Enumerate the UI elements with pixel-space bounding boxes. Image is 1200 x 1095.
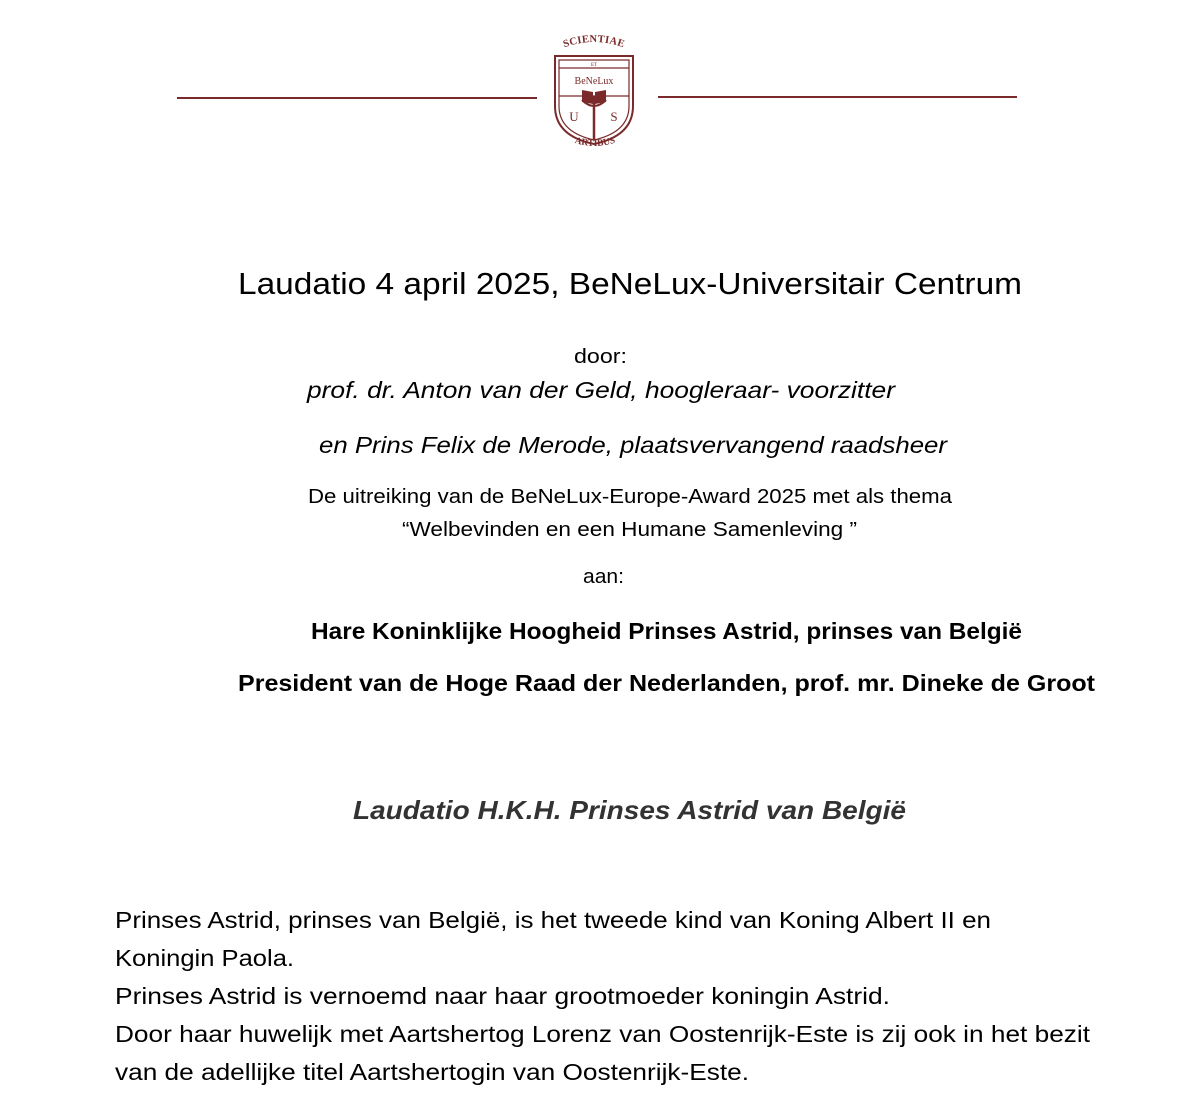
header-rule-right bbox=[658, 96, 1017, 98]
section-heading: Laudatio H.K.H. Prinses Astrid van België bbox=[353, 795, 906, 825]
crest-right-letter: S bbox=[610, 109, 618, 124]
crest-left-letter: U bbox=[569, 109, 579, 124]
author-line-2: en Prins Felix de Merode, plaatsvervangend raadsheer bbox=[319, 432, 947, 458]
crest-middle-text: ET bbox=[590, 63, 598, 68]
body-line: Door haar huwelijk met Aartshertog Lorenz van Oostenrijk-Este is zij ook in het bezit bbox=[115, 1021, 1090, 1047]
recipient-line-1: Hare Koninklijke Hoogheid Prinses Astrid, prinses van België bbox=[311, 618, 1022, 644]
by-label: door: bbox=[574, 346, 627, 368]
crest-top-text: SCIENTIAE bbox=[561, 33, 627, 51]
award-line: De uitreiking van de BeNeLux-Europe-Award 2025 met als thema bbox=[308, 486, 952, 508]
body-line: Prinses Astrid, prinses van België, is het tweede kind van Koning Albert II en bbox=[115, 907, 992, 933]
author-line-1: prof. dr. Anton van der Geld, hoogleraar- voorzitter bbox=[307, 377, 895, 403]
to-label: aan: bbox=[583, 566, 624, 588]
body-line: Koningin Paola. bbox=[115, 945, 294, 971]
crest-name-text: BeNeLux bbox=[574, 76, 614, 87]
header-rule-left bbox=[177, 97, 537, 99]
document-title: Laudatio 4 april 2025, BeNeLux-Universitair Centrum bbox=[238, 266, 1022, 301]
body-line: van de adellijke titel Aartshertogin van Oostenrijk-Este. bbox=[115, 1059, 749, 1085]
svg-text:SCIENTIAE bbox=[562, 34, 626, 50]
recipient-line-2: President van de Hoge Raad der Nederlanden, prof. mr. Dineke de Groot bbox=[238, 670, 1095, 696]
body-line: Prinses Astrid is vernoemd naar haar grootmoeder koningin Astrid. bbox=[115, 983, 891, 1009]
theme-line: “Welbevinden en een Humane Samenleving ” bbox=[402, 519, 857, 541]
crest-bottom-text: ARTIBUS bbox=[573, 135, 617, 150]
benelux-crest-logo bbox=[538, 28, 650, 154]
